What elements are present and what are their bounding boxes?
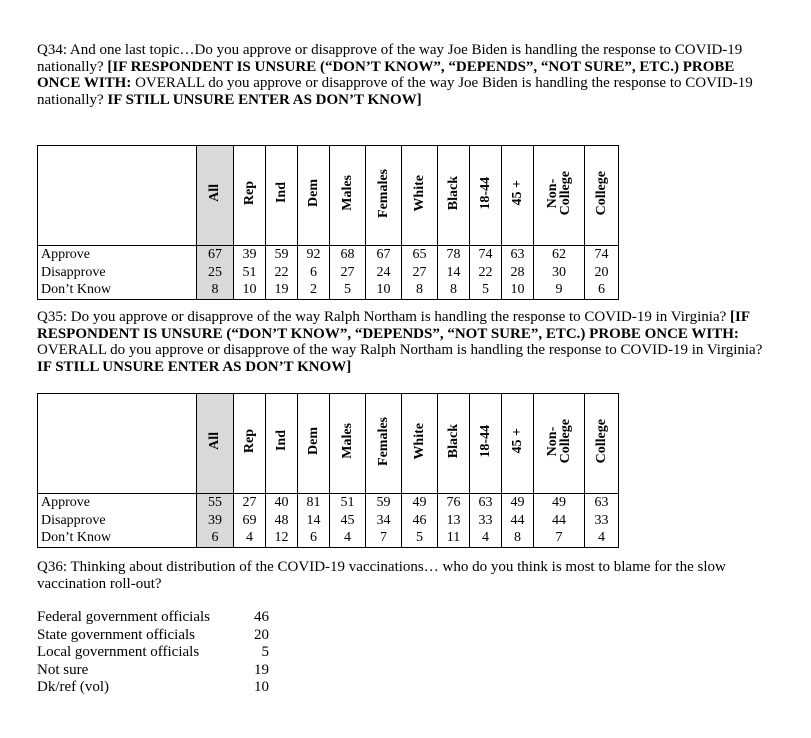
q35-question [37,309,772,375]
column-header [366,394,402,494]
column-header-label: Non- College [545,418,573,464]
table-cell: 6 [197,529,234,547]
table-cell: 4 [585,529,619,547]
q34-instruction: [IF RESPONDENT IS UNSURE (“DON’T KNOW”, “DEPENDS”, “NOT SURE”, ETC.) PROBE ONCE WITH: [37,58,735,91]
row-label: Approve [38,246,197,264]
row-label: Don’t Know [38,529,197,547]
table-cell: 7 [534,529,585,547]
column-header [298,146,330,246]
column-header-label: Black [445,175,461,211]
column-header-label: Females [375,168,391,218]
row-label: Approve [38,494,197,512]
column-header-label: 18-44 [477,424,493,458]
table-cell: 7 [366,529,402,547]
table-cell: 9 [534,281,585,299]
table-cell: 49 [502,494,534,512]
table-cell: 78 [438,246,470,264]
column-header-label: Males [339,175,355,211]
column-header [502,146,534,246]
table-cell: 59 [366,494,402,512]
table-cell: 74 [470,246,502,264]
table-cell: 14 [298,512,330,530]
table-cell: 4 [234,529,266,547]
table-cell: 67 [197,246,234,264]
table-cell: 59 [266,246,298,264]
column-header-label: College [593,170,609,216]
table-cell: 5 [402,529,438,547]
column-header-label: Non- College [545,170,573,216]
table-cell: 81 [298,494,330,512]
table-cell: 6 [585,281,619,299]
table-cell: 46 [402,512,438,530]
table-cell: 44 [502,512,534,530]
table-row [38,246,619,264]
column-header-label: Ind [273,430,289,452]
table-cell: 49 [534,494,585,512]
table-cell: 92 [298,246,330,264]
row-label: Don’t Know [38,281,197,299]
table-cell: 62 [534,246,585,264]
column-header [197,146,234,246]
column-header-label: All [207,184,222,202]
column-header-label: 45 + [509,180,525,206]
table-cell: 27 [234,494,266,512]
column-header [298,394,330,494]
table-cell: 5 [330,281,366,299]
column-header [438,394,470,494]
table-cell: 68 [330,246,366,264]
column-header [502,394,534,494]
table-row [38,281,619,299]
column-header [402,146,438,246]
table-cell: 8 [438,281,470,299]
list-item-value: 10 [254,679,269,695]
table-cell: 33 [470,512,502,530]
table-cell: 2 [298,281,330,299]
table-cell: 4 [330,529,366,547]
table-cell: 40 [266,494,298,512]
q36-results-list [37,609,269,697]
q35-lead: Q35: Do you approve or disapprove of the way Ralph Northam is handling the response to COVID-19 in Virginia? [37,309,727,325]
column-header-label: Ind [273,182,289,204]
table-cell: 24 [366,264,402,282]
list-item-label: Dk/ref (vol) [37,679,110,695]
table-cell: 22 [266,264,298,282]
column-header [234,394,266,494]
table-row [38,512,619,530]
table-cell: 8 [402,281,438,299]
column-header-label: 18-44 [477,176,493,210]
column-header-label: White [411,174,427,212]
column-header [438,146,470,246]
table-cell: 8 [502,529,534,547]
table-cell: 45 [330,512,366,530]
q34-crosstab-table [37,145,619,300]
table-cell: 6 [298,264,330,282]
table-cell: 74 [585,246,619,264]
column-header [330,146,366,246]
table-cell: 63 [470,494,502,512]
table-cell: 22 [470,264,502,282]
column-header [585,146,619,246]
column-header-label: Dem [305,179,321,207]
table-cell: 65 [402,246,438,264]
table-cell: 69 [234,512,266,530]
table-cell: 20 [585,264,619,282]
table-cell: 39 [197,512,234,530]
row-label: Disapprove [38,264,197,282]
list-item-label: State government officials [37,626,196,643]
column-header [266,146,298,246]
table-cell: 13 [438,512,470,530]
header-blank-cell [38,146,197,246]
list-item [37,644,269,662]
list-item [37,662,269,680]
column-header [366,146,402,246]
table-cell: 14 [438,264,470,282]
table-cell: 10 [502,281,534,299]
column-header [330,394,366,494]
row-label: Disapprove [38,512,197,530]
column-header [234,146,266,246]
q34-probe: OVERALL do you approve or disapprove of the way Joe Biden is handling the response to COVID-19 nationally? [37,75,753,108]
table-cell: 51 [234,264,266,282]
table-cell: 55 [197,494,234,512]
list-item [37,679,269,697]
q35-probe: OVERALL do you approve or disapprove of the way Ralph Northam is handling the response to COVID-19 in Virginia? [37,342,763,358]
table-cell: 48 [266,512,298,530]
header-blank-cell [38,394,197,494]
column-header-label: 45 + [509,428,525,454]
q35-crosstab-table [37,393,619,548]
column-header [197,394,234,494]
table-cell: 12 [266,529,298,547]
table-cell: 34 [366,512,402,530]
table-cell: 25 [197,264,234,282]
column-header [534,394,585,494]
table-cell: 51 [330,494,366,512]
table-cell: 33 [585,512,619,530]
table-cell: 6 [298,529,330,547]
column-header [470,146,502,246]
column-header-label: Rep [241,180,257,206]
list-item-value: 20 [254,626,269,643]
table-cell: 8 [197,281,234,299]
column-header [534,146,585,246]
column-header-label: Females [375,416,391,466]
table-row [38,264,619,282]
table-cell: 10 [366,281,402,299]
column-header-label: Dem [305,427,321,455]
list-item [37,609,269,627]
list-item-value: 46 [254,609,269,625]
list-item-value: 19 [254,661,269,678]
column-header-label: Males [339,423,355,459]
table-cell: 76 [438,494,470,512]
column-header-label: All [207,432,222,450]
table-cell: 30 [534,264,585,282]
table-cell: 63 [502,246,534,264]
table-cell: 11 [438,529,470,547]
table-cell: 39 [234,246,266,264]
table-cell: 28 [502,264,534,282]
column-header [470,394,502,494]
table-cell: 63 [585,494,619,512]
list-item-label: Local government officials [37,644,200,660]
column-header [266,394,298,494]
table-row [38,494,619,512]
column-header-label: Black [445,423,461,459]
q35-instruction: [IF RESPONDENT IS UNSURE (“DON’T KNOW”, “DEPENDS”, “NOT SURE”, ETC.) PROBE ONCE WITH: [37,309,750,342]
list-item [37,627,269,645]
q35-instruction-end: IF STILL UNSURE ENTER AS DON’T KNOW] [37,358,352,375]
column-header [585,394,619,494]
table-cell: 4 [470,529,502,547]
column-header [402,394,438,494]
table-cell: 5 [470,281,502,299]
column-header-label: White [411,422,427,460]
table-row [38,529,619,547]
table-cell: 67 [366,246,402,264]
q36-question: Q36: Thinking about distribution of the COVID-19 vaccinations… who do you think is most to blame for the slow vaccination roll-out? [37,559,726,592]
table-cell: 19 [266,281,298,299]
table-cell: 49 [402,494,438,512]
q34-question [37,42,772,108]
list-item-label: Federal government officials [37,609,210,625]
table-cell: 44 [534,512,585,530]
table-cell: 27 [330,264,366,282]
table-cell: 10 [234,281,266,299]
table-cell: 27 [402,264,438,282]
list-item-value: 5 [261,644,269,660]
q34-lead: Q34: And one last topic…Do you approve or disapprove of the way Joe Biden is handling the response to COVID-19 nationally? [37,42,743,75]
column-header-label: Rep [241,428,257,454]
column-header-label: College [593,418,609,464]
q34-instruction-end: IF STILL UNSURE ENTER AS DON’T KNOW] [107,91,422,108]
list-item-label: Not sure [37,661,89,678]
